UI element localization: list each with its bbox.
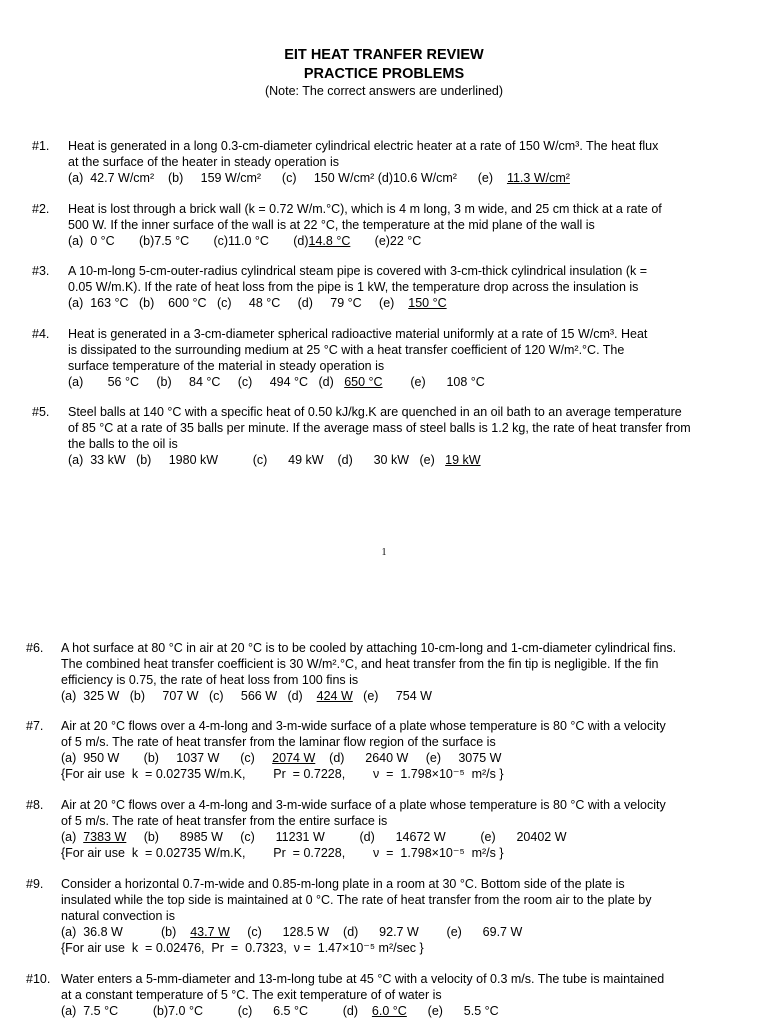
answer-options-rest: (b) 8985 W (c) 11231 W (d) 14672 W (e) 20402 W	[126, 830, 567, 844]
problem-text: The combined heat transfer coefficient is 30 W/m².°C, and heat transfer from the fin tip is negligible. If the fin	[61, 657, 659, 671]
problem-number: #5.	[32, 405, 50, 419]
answer-options-rest: (d) 2640 W (e) 3075 W	[315, 751, 502, 765]
correct-answer: 150 °C	[408, 296, 447, 310]
correct-answer: 11.3 W/cm²	[506, 171, 570, 185]
problem-text: Consider a horizontal 0.7-m-wide and 0.85-m-long plate in a room at 30 °C. Bottom side of the plate is	[61, 877, 625, 891]
problem-number: #6.	[26, 641, 44, 655]
correct-answer: 43.7 W	[190, 925, 230, 939]
answer-options: (a) 42.7 W/cm² (b) 159 W/cm² (c) 150 W/cm² (d)10.6 W/cm² (e)	[68, 171, 494, 185]
problem-text: Heat is generated in a long 0.3-cm-diameter cylindrical electric heater at a rate of 150 W/cm³. The heat flux	[68, 139, 659, 153]
answer-choices	[61, 689, 432, 705]
page-number: 1	[381, 547, 387, 558]
answer-choices	[68, 171, 570, 187]
problem-text: Heat is lost through a brick wall (k = 0.72 W/m.°C), which is 4 m long, 3 m wide, and 25 cm thick at a rate of	[68, 202, 662, 216]
answer-choices	[68, 234, 421, 250]
problem-text: surface temperature of the material in steady operation is	[68, 359, 385, 373]
problem-number: #2.	[32, 202, 50, 216]
answer-options-rest: (e) 108 °C	[382, 375, 485, 389]
document-title: EIT HEAT TRANFER REVIEW	[284, 47, 484, 63]
problem-text: of 85 °C at a rate of 35 balls per minute. If the average mass of steel balls is 1.2 kg, the rate of heat transfer from	[68, 421, 691, 435]
air-properties: {For air use k = 0.02476, Pr = 0.7323, ν = 1.47×10⁻⁵ m²/sec }	[61, 941, 424, 955]
document-subtitle: PRACTICE PROBLEMS	[303, 66, 465, 82]
answer-choices	[68, 453, 481, 469]
answer-choices	[61, 1004, 499, 1020]
problem-number: #9.	[26, 877, 44, 891]
answer-options: (a) 36.8 W (b)	[61, 925, 177, 939]
problem-number: #4.	[32, 327, 50, 341]
problem-text: Air at 20 °C flows over a 4-m-long and 3-m-wide surface of a plate whose temperature is 80 °C with a velocity	[61, 798, 666, 812]
answer-choices	[68, 375, 485, 391]
problem-number: #10.	[26, 972, 51, 986]
answer-choices	[68, 296, 447, 312]
problem-text: A hot surface at 80 °C in air at 20 °C is to be cooled by attaching 10-cm-long and 1-cm-diameter cylindrical fins.	[61, 641, 677, 655]
problem-text: Air at 20 °C flows over a 4-m-long and 3-m-wide surface of a plate whose temperature is 80 °C with a velocity	[61, 719, 666, 733]
problem-text: efficiency is 0.75, the rate of heat loss from 100 fins is	[61, 673, 359, 687]
answer-choices	[61, 925, 522, 941]
correct-answer: 650 °C	[344, 375, 383, 389]
correct-answer: 7383 W	[83, 830, 127, 844]
correct-answer: 424 W	[316, 689, 353, 703]
problem-text: A 10-m-long 5-cm-outer-radius cylindrical steam pipe is covered with 3-cm-thick cylindrical insulation (k =	[68, 264, 648, 278]
problem-text: 0.05 W/m.K). If the rate of heat loss from the pipe is 1 kW, the temperature drop across the insulation is	[68, 280, 639, 294]
answer-choices	[61, 830, 567, 846]
answer-options-rest: (e)22 °C	[350, 234, 422, 248]
answer-options-rest: (e) 754 W	[352, 689, 432, 703]
problem-text: Steel balls at 140 °C with a specific heat of 0.50 kJ/kg.K are quenched in an oil bath to an average temperature	[68, 405, 682, 419]
correct-answer: 6.0 °C	[371, 1004, 407, 1018]
answer-options: (a) 325 W (b) 707 W (c) 566 W (d)	[61, 689, 303, 703]
problem-text: the balls to the oil is	[68, 437, 178, 451]
answer-options: (a)	[61, 830, 77, 844]
answer-options-rest: (e) 5.5 °C	[406, 1004, 499, 1018]
problem-text: at a constant temperature of 5 °C. The exit temperature of of water is	[61, 988, 442, 1002]
answer-options: (a) 7.5 °C (b)7.0 °C (c) 6.5 °C (d)	[61, 1004, 359, 1018]
answer-options: (a) 33 kW (b) 1980 kW (c) 49 kW (d) 30 kW (e)	[68, 453, 435, 467]
problem-number: #1.	[32, 139, 50, 153]
problem-number: #3.	[32, 264, 50, 278]
problem-text: insulated while the top side is maintained at 0 °C. The rate of heat transfer from the room air to the plate by	[61, 893, 652, 907]
answer-options: (a) 950 W (b) 1037 W (c)	[61, 751, 255, 765]
problem-text: at the surface of the heater in steady operation is	[68, 155, 340, 169]
problem-text: natural convection is	[61, 909, 175, 923]
answer-note: (Note: The correct answers are underlined)	[264, 84, 504, 98]
problem-text: of 5 m/s. The rate of heat transfer from the entire surface is	[61, 814, 388, 828]
problem-text: Heat is generated in a 3-cm-diameter spherical radioactive material uniformly at a rate of 15 W/cm³. Heat	[68, 327, 648, 341]
problem-number: #8.	[26, 798, 44, 812]
problem-text: 500 W. If the inner surface of the wall is at 22 °C, the temperature at the mid plane of the wall is	[68, 218, 595, 232]
answer-options: (a) 0 °C (b)7.5 °C (c)11.0 °C (d)	[68, 234, 309, 248]
answer-options: (a) 56 °C (b) 84 °C (c) 494 °C (d)	[68, 375, 334, 389]
answer-options: (a) 163 °C (b) 600 °C (c) 48 °C (d) 79 °C (e)	[68, 296, 395, 310]
correct-answer: 19 kW	[445, 453, 481, 467]
answer-choices	[61, 751, 501, 767]
correct-answer: 2074 W	[272, 751, 316, 765]
problem-text: Water enters a 5-mm-diameter and 13-m-long tube at 45 °C with a velocity of 0.3 m/s. The tube is maintained	[61, 972, 665, 986]
answer-options-rest: (c) 128.5 W (d) 92.7 W (e) 69.7 W	[229, 925, 523, 939]
correct-answer: 14.8 °C	[308, 234, 351, 248]
problem-text: of 5 m/s. The rate of heat transfer from the laminar flow region of the surface is	[61, 735, 496, 749]
problem-text: is dissipated to the surrounding medium at 25 °C with a heat transfer coefficient of 120 W/m².°C. The	[68, 343, 625, 357]
air-properties: {For air use k = 0.02735 W/m.K, Pr = 0.7228, ν = 1.798×10⁻⁵ m²/s }	[61, 846, 504, 860]
air-properties: {For air use k = 0.02735 W/m.K, Pr = 0.7228, ν = 1.798×10⁻⁵ m²/s }	[61, 767, 504, 781]
problem-number: #7.	[26, 719, 44, 733]
